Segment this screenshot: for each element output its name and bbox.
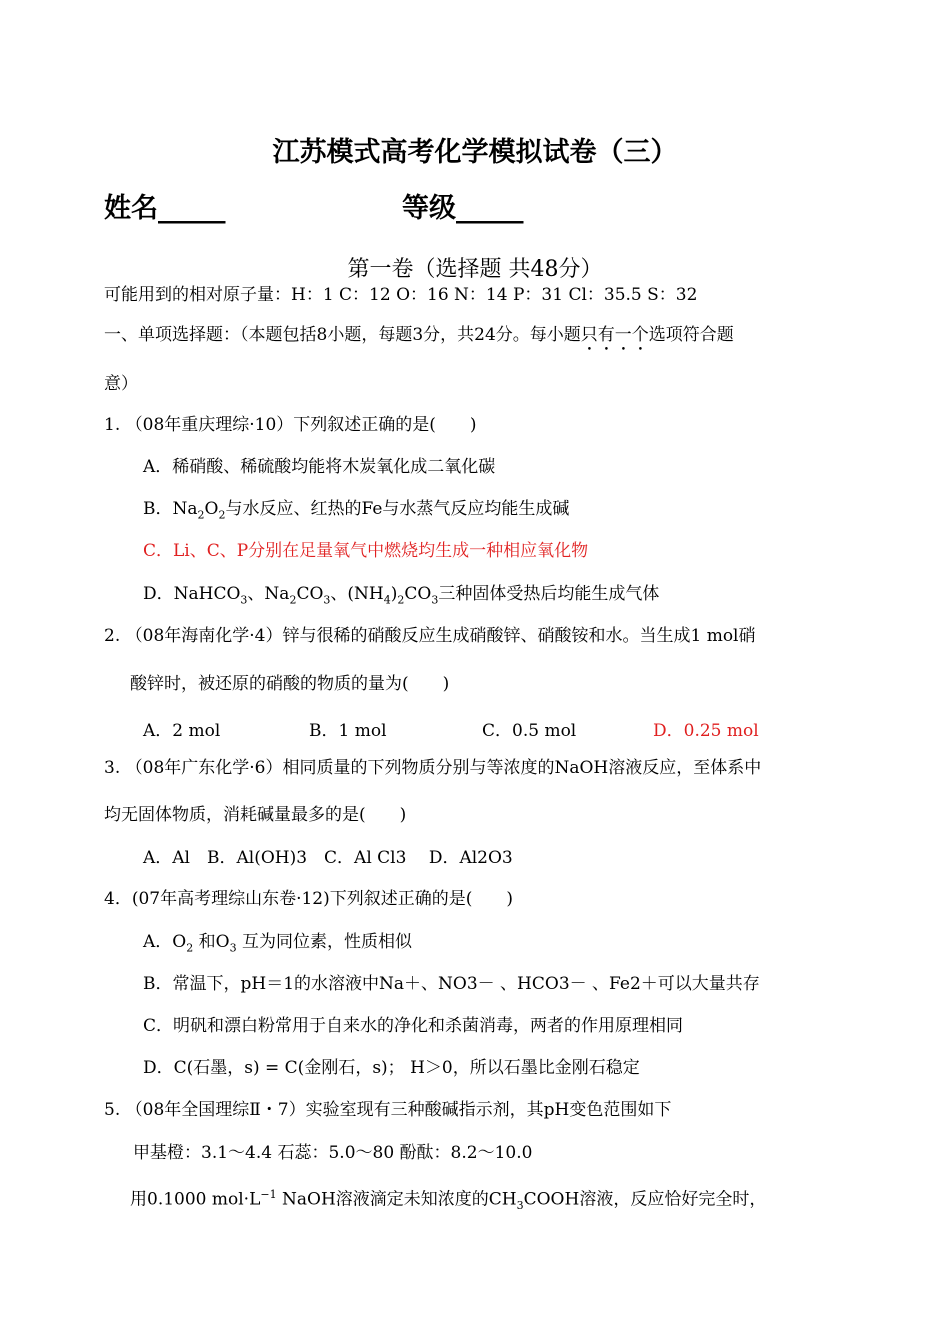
q3-stem-line-2: 均无固体物质，消耗碱量最多的是( ) [104,805,407,825]
q1-option-a: A．稀硝酸、稀硫酸均能将木炭氧化成二氧化碳 [143,457,496,477]
subscript: 3 [431,593,439,607]
subscript: 3 [323,593,331,607]
q5-text: NaOH溶液滴定未知浓度的CH [276,1189,517,1210]
q4-option-a [143,931,412,959]
superscript: −1 [260,1188,277,1201]
q2-option-a: A．2 mol [143,721,221,741]
q4-option-c: C．明矾和漂白粉常用于自来水的净化和杀菌消毒，两者的作用原理相同 [143,1016,684,1036]
subscript: 3 [240,593,248,607]
instruction-line-2: 意） [104,374,138,394]
q1-d-text: ) [390,584,398,604]
subscript: 3 [229,941,237,955]
subscript: 2 [218,508,226,522]
subscript: 2 [197,508,205,522]
q1-option-c-answer: C．Li、C、P分别在足量氧气中燃烧均生成一种相应氧化物 [143,541,589,561]
page-title: 江苏模式高考化学模拟试卷（三） [272,137,678,168]
q1-option-b [143,498,569,526]
subscript: 4 [383,593,391,607]
q1-b-text: B．Na [143,499,198,519]
subscript: 2 [186,941,194,955]
instruction-emphasis: 只有一个 [580,325,649,345]
q4-a-text: 互为同位素，性质相似 [236,932,412,952]
grade-field-label: 等级_____ [402,193,524,224]
q1-b-text: 与水反应、红热的Fe与水蒸气反应均能生成碱 [225,499,570,519]
q4-option-d: D．C(石墨，s) = C(金刚石，s)； H＞0，所以石墨比金刚石稳定 [143,1058,640,1078]
name-field-label: 姓名_____ [104,193,226,224]
q1-d-text: CO [404,584,432,604]
instruction-text-end: 选项符合题 [648,325,734,345]
subscript: 2 [397,593,405,607]
q1-d-text: 、(NH [330,584,384,604]
q5-indicator-ranges: 甲基橙：3.1～4.4 石蕊：5.0～80 酚酞：8.2～10.0 [133,1143,533,1163]
instruction-text: 一、单项选择题：（本题包括8小题，每题3分，共24分。每小题 [104,325,581,345]
subscript: 2 [289,593,297,607]
q5-text: COOH溶液，反应恰好完全时， [523,1189,767,1210]
q1-option-d [143,583,659,611]
q1-d-text: 三种固体受热后均能生成气体 [438,584,660,604]
q2-stem-line-1: 2. （08年海南化学·4）锌与很稀的硝酸反应生成硝酸锌、硝酸铵和水。当生成1 mol硝 [104,626,756,646]
q5-titration-line [130,1184,766,1217]
q4-a-text: A．O [143,932,187,952]
q4-stem: 4．(07年高考理综山东卷·12)下列叙述正确的是( ) [104,889,514,909]
q1-d-text: 、Na [247,584,290,604]
q5-stem: 5. （08年全国理综Ⅱ・7）实验室现有三种酸碱指示剂，其pH变色范围如下 [104,1100,672,1120]
q4-a-text: 和O [193,932,230,952]
q1-b-text: O [204,499,219,519]
q5-text: 用0.1000 mol·L [130,1189,261,1210]
q2-option-d-answer: D．0.25 mol [653,721,759,741]
section-title: 第一卷（选择题 共48分） [347,257,603,282]
q1-stem: 1. （08年重庆理综·10）下列叙述正确的是( ) [104,415,477,435]
q2-stem-line-2: 酸锌时，被还原的硝酸的物质的量为( ) [130,674,450,694]
q3-options: A．Al B．Al(OH)3 C．Al Cl3 D．Al2O3 [143,848,513,868]
q4-option-b: B．常温下，pH＝1的水溶液中Na＋、NO3－ 、HCO3－ 、Fe2＋可以大量共存 [143,974,760,994]
subscript: 3 [516,1199,524,1213]
q1-d-text: D．NaHCO [143,584,241,604]
q1-d-text: CO [296,584,324,604]
q2-option-c: C．0.5 mol [482,721,577,741]
q2-option-b: B．1 mol [309,721,387,741]
q3-stem-line-1: 3. （08年广东化学·6）相同质量的下列物质分别与等浓度的NaOH溶液反应，至体系中 [104,758,762,778]
atomic-masses: 可能用到的相对原子量：H：1 C：12 O：16 N：14 P：31 Cl：35.5 S：32 [104,285,698,305]
instruction-line-1 [104,324,734,355]
